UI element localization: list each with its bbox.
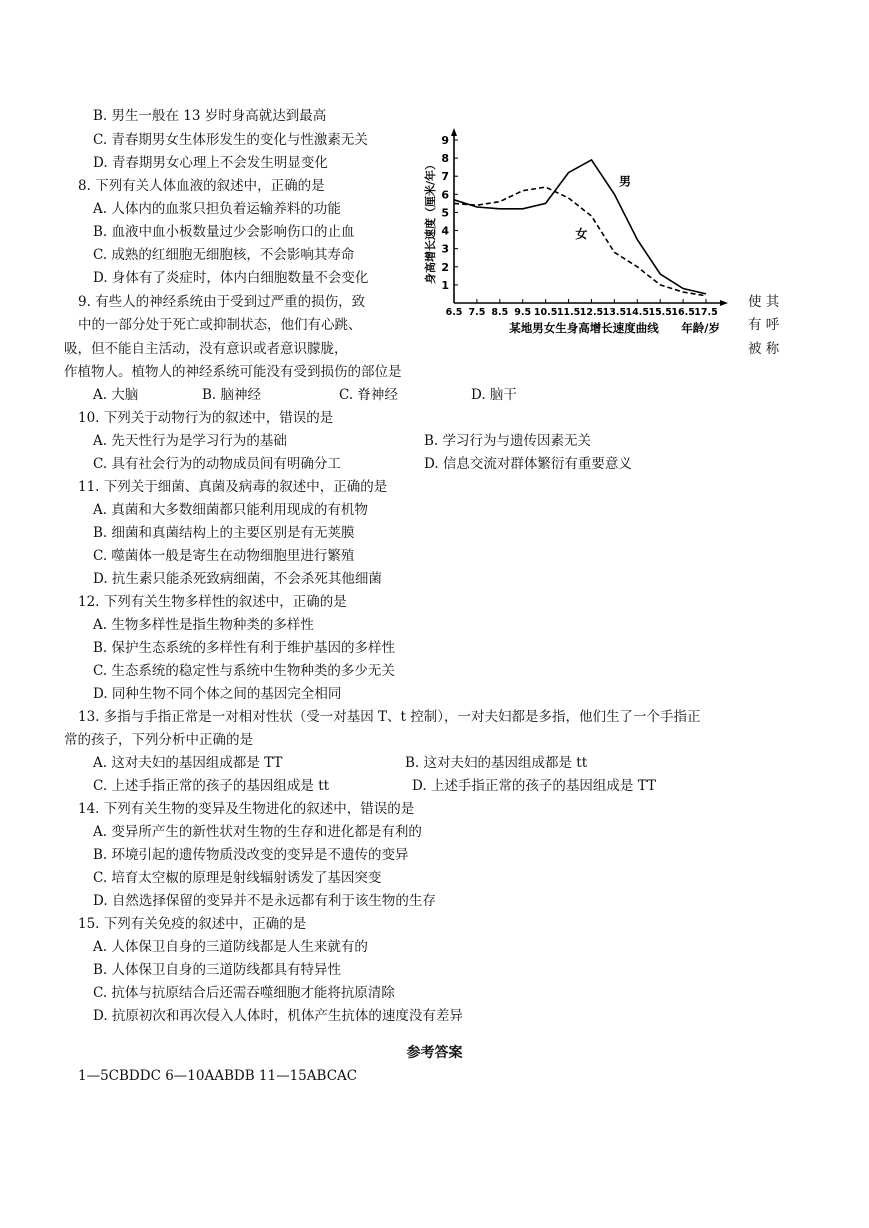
option-d: D. 抗生素只能杀死致病细菌，不会杀死其他细菌 <box>93 571 382 587</box>
question-stem-tail: 有 呼 <box>748 317 780 333</box>
x-tick-label: 8.5 <box>491 307 509 318</box>
option-a: A. 先天性行为是学习行为的基础 <box>93 433 287 449</box>
x-axis-arrow <box>720 300 728 306</box>
answers-title: 参考答案 <box>406 1045 463 1061</box>
y-tick-label: 9 <box>441 134 449 147</box>
option-b: B. 这对夫妇的基因组成都是 tt <box>405 755 588 771</box>
x-axis-label: 年龄/岁 <box>681 321 720 335</box>
option-a: A. 大脑 <box>93 387 139 403</box>
option-c: C. 上述手指正常的孩子的基因组成是 tt <box>93 778 330 794</box>
option-line: C. 青春期男女生体形发生的变化与性激素无关 <box>93 132 368 148</box>
option-c: C. 培育太空椒的原理是射线辐射诱发了基因突变 <box>93 870 382 886</box>
option-d: D. 同种生物不同个体之间的基因完全相同 <box>93 686 342 702</box>
question-stem: 8. 下列有关人体血液的叙述中，正确的是 <box>78 178 325 194</box>
option-d: D. 信息交流对群体繁衍有重要意义 <box>424 456 632 472</box>
option-a: A. 这对夫妇的基因组成都是 TT <box>93 755 283 771</box>
option-c: C. 具有社会行为的动物成员间有明确分工 <box>93 456 341 472</box>
option-b: B. 学习行为与遗传因素无关 <box>424 433 592 449</box>
y-axis-label: 身高增长速度（厘米/年） <box>424 158 437 285</box>
chart-title: 某地男女生身高增长速度曲线 <box>509 321 659 335</box>
option-b: B. 细菌和真菌结构上的主要区别是有无荚膜 <box>93 525 355 541</box>
question-stem: 12. 下列有关生物多样性的叙述中，正确的是 <box>78 594 347 610</box>
y-tick-label: 1 <box>441 278 449 292</box>
option-d: D. 抗原初次和再次侵入人体时，机体产生抗体的速度没有差异 <box>93 1008 463 1024</box>
x-tick-label: 16.5 <box>671 307 695 318</box>
y-tick-label: 7 <box>441 170 449 184</box>
question-stem: 11. 下列关于细菌、真菌及病毒的叙述中，正确的是 <box>78 479 388 495</box>
y-axis-arrow <box>451 128 457 136</box>
option-b: B. 保护生态系统的多样性有利于维护基因的多样性 <box>93 640 396 656</box>
option-line: C. 成熟的红细胞无细胞核，不会影响其寿命 <box>93 247 355 263</box>
option-a: A. 真菌和大多数细菌都只能利用现成的有机物 <box>93 502 368 518</box>
growth-rate-chart <box>420 128 740 348</box>
x-tick-label: 15.5 <box>648 307 672 318</box>
x-tick-label: 6.5 <box>445 307 463 318</box>
answers-text: 1—5CBDDC 6—10AABDB 11—15ABCAC <box>78 1068 358 1084</box>
x-tick-label: 10.5 <box>533 307 558 318</box>
option-a: A. 变异所产生的新性状对生物的生存和进化都是有利的 <box>93 824 422 840</box>
option-c: C. 噬菌体一般是寄生在动物细胞里进行繁殖 <box>93 548 355 564</box>
x-tick-label: 17.5 <box>694 307 718 318</box>
x-tick-label: 7.5 <box>468 307 486 318</box>
question-stem: 14. 下列有关生物的变异及生物进化的叙述中，错误的是 <box>78 801 415 817</box>
y-tick-label: 5 <box>441 206 449 220</box>
question-stem: 13. 多指与手指正常是一对相对性状（受一对基因 T、t 控制），一对夫妇都是多指，他们生了一个手指正 <box>78 709 701 725</box>
y-tick-label: 3 <box>441 242 449 256</box>
x-tick-label: 14.5 <box>625 307 649 318</box>
question-stem-tail: 使 其 <box>748 294 780 310</box>
option-b: B. 环境引起的遗传物质没改变的变异是不遗传的变异 <box>93 847 409 863</box>
question-stem: 常的孩子，下列分析中正确的是 <box>64 732 253 748</box>
y-tick-label: 4 <box>441 224 449 238</box>
series-label-male: 男 <box>618 174 631 189</box>
option-d: D. 自然选择保留的变异并不是永远都有利于该生物的生存 <box>93 893 436 909</box>
option-b: B. 人体保卫自身的三道防线都具有特异性 <box>93 962 342 978</box>
series-label-female: 女 <box>575 226 588 241</box>
question-stem: 作植物人。植物人的神经系统可能没有受到损伤的部位是 <box>64 364 402 380</box>
option-a: A. 生物多样性是指生物种类的多样性 <box>93 617 314 633</box>
y-tick-label: 8 <box>441 152 449 166</box>
x-tick-label: 12.5 <box>579 307 604 318</box>
option-a: A. 人体保卫自身的三道防线都是人生来就有的 <box>93 939 368 955</box>
question-stem: 15. 下列有关免疫的叙述中，正确的是 <box>78 916 307 932</box>
question-stem-tail: 被 称 <box>748 341 780 357</box>
option-line: A. 人体内的血浆只担负着运输养料的功能 <box>93 201 341 217</box>
option-c: C. 抗体与抗原结合后还需吞噬细胞才能将抗原清除 <box>93 985 395 1001</box>
option-d: D. 脑干 <box>471 387 517 403</box>
y-tick-label: 2 <box>441 260 449 274</box>
y-tick-label: 6 <box>441 188 449 202</box>
question-stem: 吸，但不能自主活动，没有意识或者意识朦胧， <box>64 341 348 357</box>
question-stem: 10. 下列关于动物行为的叙述中，错误的是 <box>78 410 334 426</box>
option-line: D. 青春期男女心理上不会发生明显变化 <box>93 155 328 171</box>
option-line: D. 身体有了炎症时，体内白细胞数量不会变化 <box>93 270 369 286</box>
question-stem: 中的一部分处于死亡或抑制状态，他们有心跳、 <box>78 317 362 333</box>
x-tick-label: 11.5 <box>556 307 581 318</box>
option-line: B. 血液中血小板数量过少会影响伤口的止血 <box>93 224 355 240</box>
question-stem: 9. 有些人的神经系统由于受到过严重的损伤，致 <box>78 294 366 310</box>
option-b: B. 脑神经 <box>202 387 262 403</box>
option-d: D. 上述手指正常的孩子的基因组成是 TT <box>412 778 656 794</box>
x-tick-label: 13.5 <box>602 307 627 318</box>
option-c: C. 生态系统的稳定性与系统中生物种类的多少无关 <box>93 663 395 679</box>
option-line: B. 男生一般在 13 岁时身高就达到最高 <box>93 108 327 124</box>
x-tick-label: 9.5 <box>514 307 532 318</box>
option-c: C. 脊神经 <box>339 387 398 403</box>
